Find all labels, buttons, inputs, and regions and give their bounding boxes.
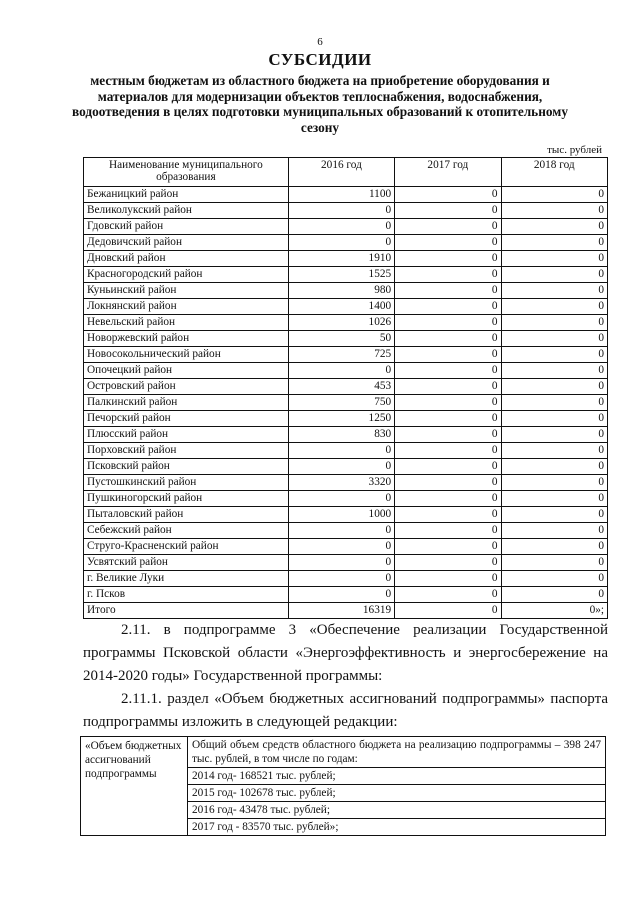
table-row bbox=[84, 219, 608, 235]
value-cell: 0 bbox=[395, 251, 501, 267]
municipality-cell: Великолукский район bbox=[84, 203, 289, 219]
table-row bbox=[84, 587, 608, 603]
municipality-cell: Печорский район bbox=[84, 411, 289, 427]
header-2016: 2016 год bbox=[288, 158, 394, 187]
table-row bbox=[84, 491, 608, 507]
value-cell: 1525 bbox=[288, 267, 394, 283]
paragraph-2-11-1 bbox=[83, 688, 608, 734]
municipality-cell: г. Великие Луки bbox=[84, 571, 289, 587]
value-cell: 0 bbox=[395, 427, 501, 443]
value-cell: 1250 bbox=[288, 411, 394, 427]
passport-line: Общий объем средств областного бюджета на реализацию подпрограммы – 398 247 тыс. рублей, в том числе по годам: bbox=[192, 739, 601, 765]
header-2018: 2018 год bbox=[501, 158, 607, 187]
municipality-cell: Новосокольнический район bbox=[84, 347, 289, 363]
table-row bbox=[84, 523, 608, 539]
value-cell: 0 bbox=[501, 363, 607, 379]
passport-line: 2017 год - 83570 тыс. рублей»; bbox=[188, 818, 605, 835]
value-cell: 16319 bbox=[288, 603, 394, 619]
municipality-cell: Струго-Красненский район bbox=[84, 539, 289, 555]
passport-line: 2016 год- 43478 тыс. рублей; bbox=[188, 801, 605, 818]
subsidies-table bbox=[83, 157, 608, 619]
table-row bbox=[84, 539, 608, 555]
municipality-cell: Итого bbox=[84, 603, 289, 619]
table-row bbox=[84, 331, 608, 347]
value-cell: 0 bbox=[395, 539, 501, 555]
municipality-cell: Палкинский район bbox=[84, 395, 289, 411]
value-cell: 0 bbox=[501, 571, 607, 587]
value-cell: 0 bbox=[501, 315, 607, 331]
value-cell: 0 bbox=[395, 203, 501, 219]
municipality-cell: Усвятский район bbox=[84, 555, 289, 571]
value-cell: 0 bbox=[395, 379, 501, 395]
value-cell: 0 bbox=[395, 411, 501, 427]
value-cell: 0 bbox=[395, 315, 501, 331]
value-cell: 0 bbox=[395, 283, 501, 299]
municipality-cell: Плюсский район bbox=[84, 427, 289, 443]
municipality-cell: Опочецкий район bbox=[84, 363, 289, 379]
table-row bbox=[84, 203, 608, 219]
table-row bbox=[84, 315, 608, 331]
value-cell: 0 bbox=[395, 475, 501, 491]
value-cell: 0 bbox=[501, 443, 607, 459]
value-cell: 1100 bbox=[288, 187, 394, 203]
value-cell: 0 bbox=[501, 539, 607, 555]
value-cell: 1910 bbox=[288, 251, 394, 267]
municipality-cell: Порховский район bbox=[84, 443, 289, 459]
value-cell: 0 bbox=[288, 539, 394, 555]
municipality-cell: Псковский район bbox=[84, 459, 289, 475]
municipality-cell: г. Псков bbox=[84, 587, 289, 603]
table-row bbox=[84, 571, 608, 587]
value-cell: 0 bbox=[288, 443, 394, 459]
value-cell: 0 bbox=[288, 491, 394, 507]
value-cell: 0 bbox=[395, 363, 501, 379]
value-cell: 0 bbox=[288, 571, 394, 587]
table-row bbox=[84, 443, 608, 459]
value-cell: 0 bbox=[501, 219, 607, 235]
passport-label: «Объем бюджетных ассигнований подпрограммы bbox=[81, 737, 188, 836]
value-cell: 453 bbox=[288, 379, 394, 395]
municipality-cell: Островский район bbox=[84, 379, 289, 395]
table-row bbox=[84, 603, 608, 619]
table-row bbox=[84, 411, 608, 427]
table-row bbox=[84, 555, 608, 571]
value-cell: 0 bbox=[501, 267, 607, 283]
value-cell: 0 bbox=[501, 507, 607, 523]
value-cell: 0 bbox=[501, 411, 607, 427]
municipality-cell: Бежаницкий район bbox=[84, 187, 289, 203]
value-cell: 0 bbox=[501, 491, 607, 507]
value-cell: 0 bbox=[395, 571, 501, 587]
value-cell: 0 bbox=[395, 347, 501, 363]
value-cell: 0 bbox=[501, 203, 607, 219]
municipality-cell: Локнянский район bbox=[84, 299, 289, 315]
municipality-cell: Пустошкинский район bbox=[84, 475, 289, 491]
value-cell: 0 bbox=[288, 459, 394, 475]
value-cell: 1000 bbox=[288, 507, 394, 523]
value-cell: 0 bbox=[501, 187, 607, 203]
passport-table bbox=[80, 736, 606, 836]
table-row bbox=[84, 427, 608, 443]
value-cell: 50 bbox=[288, 331, 394, 347]
municipality-cell: Дедовичский район bbox=[84, 235, 289, 251]
value-cell: 0 bbox=[395, 395, 501, 411]
value-cell: 0 bbox=[501, 555, 607, 571]
value-cell: 0 bbox=[288, 363, 394, 379]
document-subtitle: местным бюджетам из областного бюджета на приобретение оборудования и материалов для модернизации объектов теплоснабжения, водоснабжения, водоотведения в целях подготовки муниципальных образований к отопительному сезону bbox=[72, 73, 568, 135]
paragraph-text: 2.11.1. раздел «Объем бюджетных ассигнований подпрограммы» паспорта подпрограммы изложить в следующей редакции: bbox=[83, 691, 608, 730]
value-cell: 0»; bbox=[501, 603, 607, 619]
value-cell: 0 bbox=[395, 235, 501, 251]
paragraph-text: 2.11. в подпрограмме 3 «Обеспечение реализации Государственной программы Псковской области «Энергоэффективность и энергосбережение на 2014-2020 годы» Государственной программы: bbox=[83, 622, 608, 684]
value-cell: 725 bbox=[288, 347, 394, 363]
municipality-cell: Новоржевский район bbox=[84, 331, 289, 347]
table-row bbox=[84, 283, 608, 299]
value-cell: 0 bbox=[395, 587, 501, 603]
value-cell: 0 bbox=[395, 219, 501, 235]
passport-content bbox=[188, 737, 606, 836]
table-row bbox=[84, 379, 608, 395]
value-cell: 0 bbox=[395, 267, 501, 283]
value-cell: 0 bbox=[395, 603, 501, 619]
table-row bbox=[84, 267, 608, 283]
value-cell: 0 bbox=[395, 187, 501, 203]
units-label: тыс. рублей bbox=[547, 144, 602, 156]
value-cell: 0 bbox=[501, 523, 607, 539]
table-row bbox=[84, 507, 608, 523]
municipality-cell: Куньинский район bbox=[84, 283, 289, 299]
value-cell: 0 bbox=[501, 299, 607, 315]
municipality-cell: Себежский район bbox=[84, 523, 289, 539]
passport-line: 2015 год- 102678 тыс. рублей; bbox=[188, 784, 605, 801]
municipality-cell: Пушкиногорский район bbox=[84, 491, 289, 507]
value-cell: 1026 bbox=[288, 315, 394, 331]
table-body bbox=[84, 187, 608, 619]
table-row bbox=[84, 395, 608, 411]
municipality-cell: Пыталовский район bbox=[84, 507, 289, 523]
value-cell: 0 bbox=[288, 203, 394, 219]
municipality-cell: Гдовский район bbox=[84, 219, 289, 235]
value-cell: 0 bbox=[501, 347, 607, 363]
value-cell: 0 bbox=[395, 443, 501, 459]
value-cell: 0 bbox=[395, 299, 501, 315]
table-row bbox=[84, 235, 608, 251]
header-2017: 2017 год bbox=[395, 158, 501, 187]
passport-row bbox=[81, 737, 606, 836]
value-cell: 3320 bbox=[288, 475, 394, 491]
value-cell: 0 bbox=[288, 235, 394, 251]
value-cell: 0 bbox=[395, 523, 501, 539]
value-cell: 750 bbox=[288, 395, 394, 411]
value-cell: 0 bbox=[501, 283, 607, 299]
table-row bbox=[84, 475, 608, 491]
header-municipality: Наименование муниципального образования bbox=[84, 158, 289, 187]
municipality-cell: Красногородский район bbox=[84, 267, 289, 283]
passport-line: 2014 год- 168521 тыс. рублей; bbox=[188, 767, 605, 784]
value-cell: 0 bbox=[395, 491, 501, 507]
table-row bbox=[84, 363, 608, 379]
page-number: 6 bbox=[317, 36, 323, 48]
value-cell: 0 bbox=[288, 219, 394, 235]
table-row bbox=[84, 251, 608, 267]
table-header-row bbox=[84, 158, 608, 187]
value-cell: 0 bbox=[395, 331, 501, 347]
value-cell: 0 bbox=[501, 331, 607, 347]
value-cell: 0 bbox=[501, 395, 607, 411]
value-cell: 0 bbox=[501, 235, 607, 251]
municipality-cell: Невельский район bbox=[84, 315, 289, 331]
document-title: СУБСИДИИ bbox=[268, 50, 372, 69]
table-row bbox=[84, 459, 608, 475]
value-cell: 0 bbox=[501, 251, 607, 267]
municipality-cell: Дновский район bbox=[84, 251, 289, 267]
table-row bbox=[84, 299, 608, 315]
value-cell: 980 bbox=[288, 283, 394, 299]
value-cell: 0 bbox=[501, 427, 607, 443]
value-cell: 0 bbox=[501, 475, 607, 491]
value-cell: 830 bbox=[288, 427, 394, 443]
value-cell: 0 bbox=[288, 555, 394, 571]
table-row bbox=[84, 347, 608, 363]
value-cell: 0 bbox=[395, 555, 501, 571]
value-cell: 0 bbox=[288, 523, 394, 539]
value-cell: 0 bbox=[501, 459, 607, 475]
value-cell: 0 bbox=[501, 379, 607, 395]
value-cell: 1400 bbox=[288, 299, 394, 315]
value-cell: 0 bbox=[288, 587, 394, 603]
table-row bbox=[84, 187, 608, 203]
value-cell: 0 bbox=[501, 587, 607, 603]
value-cell: 0 bbox=[395, 459, 501, 475]
value-cell: 0 bbox=[395, 507, 501, 523]
paragraph-2-11 bbox=[83, 619, 608, 688]
